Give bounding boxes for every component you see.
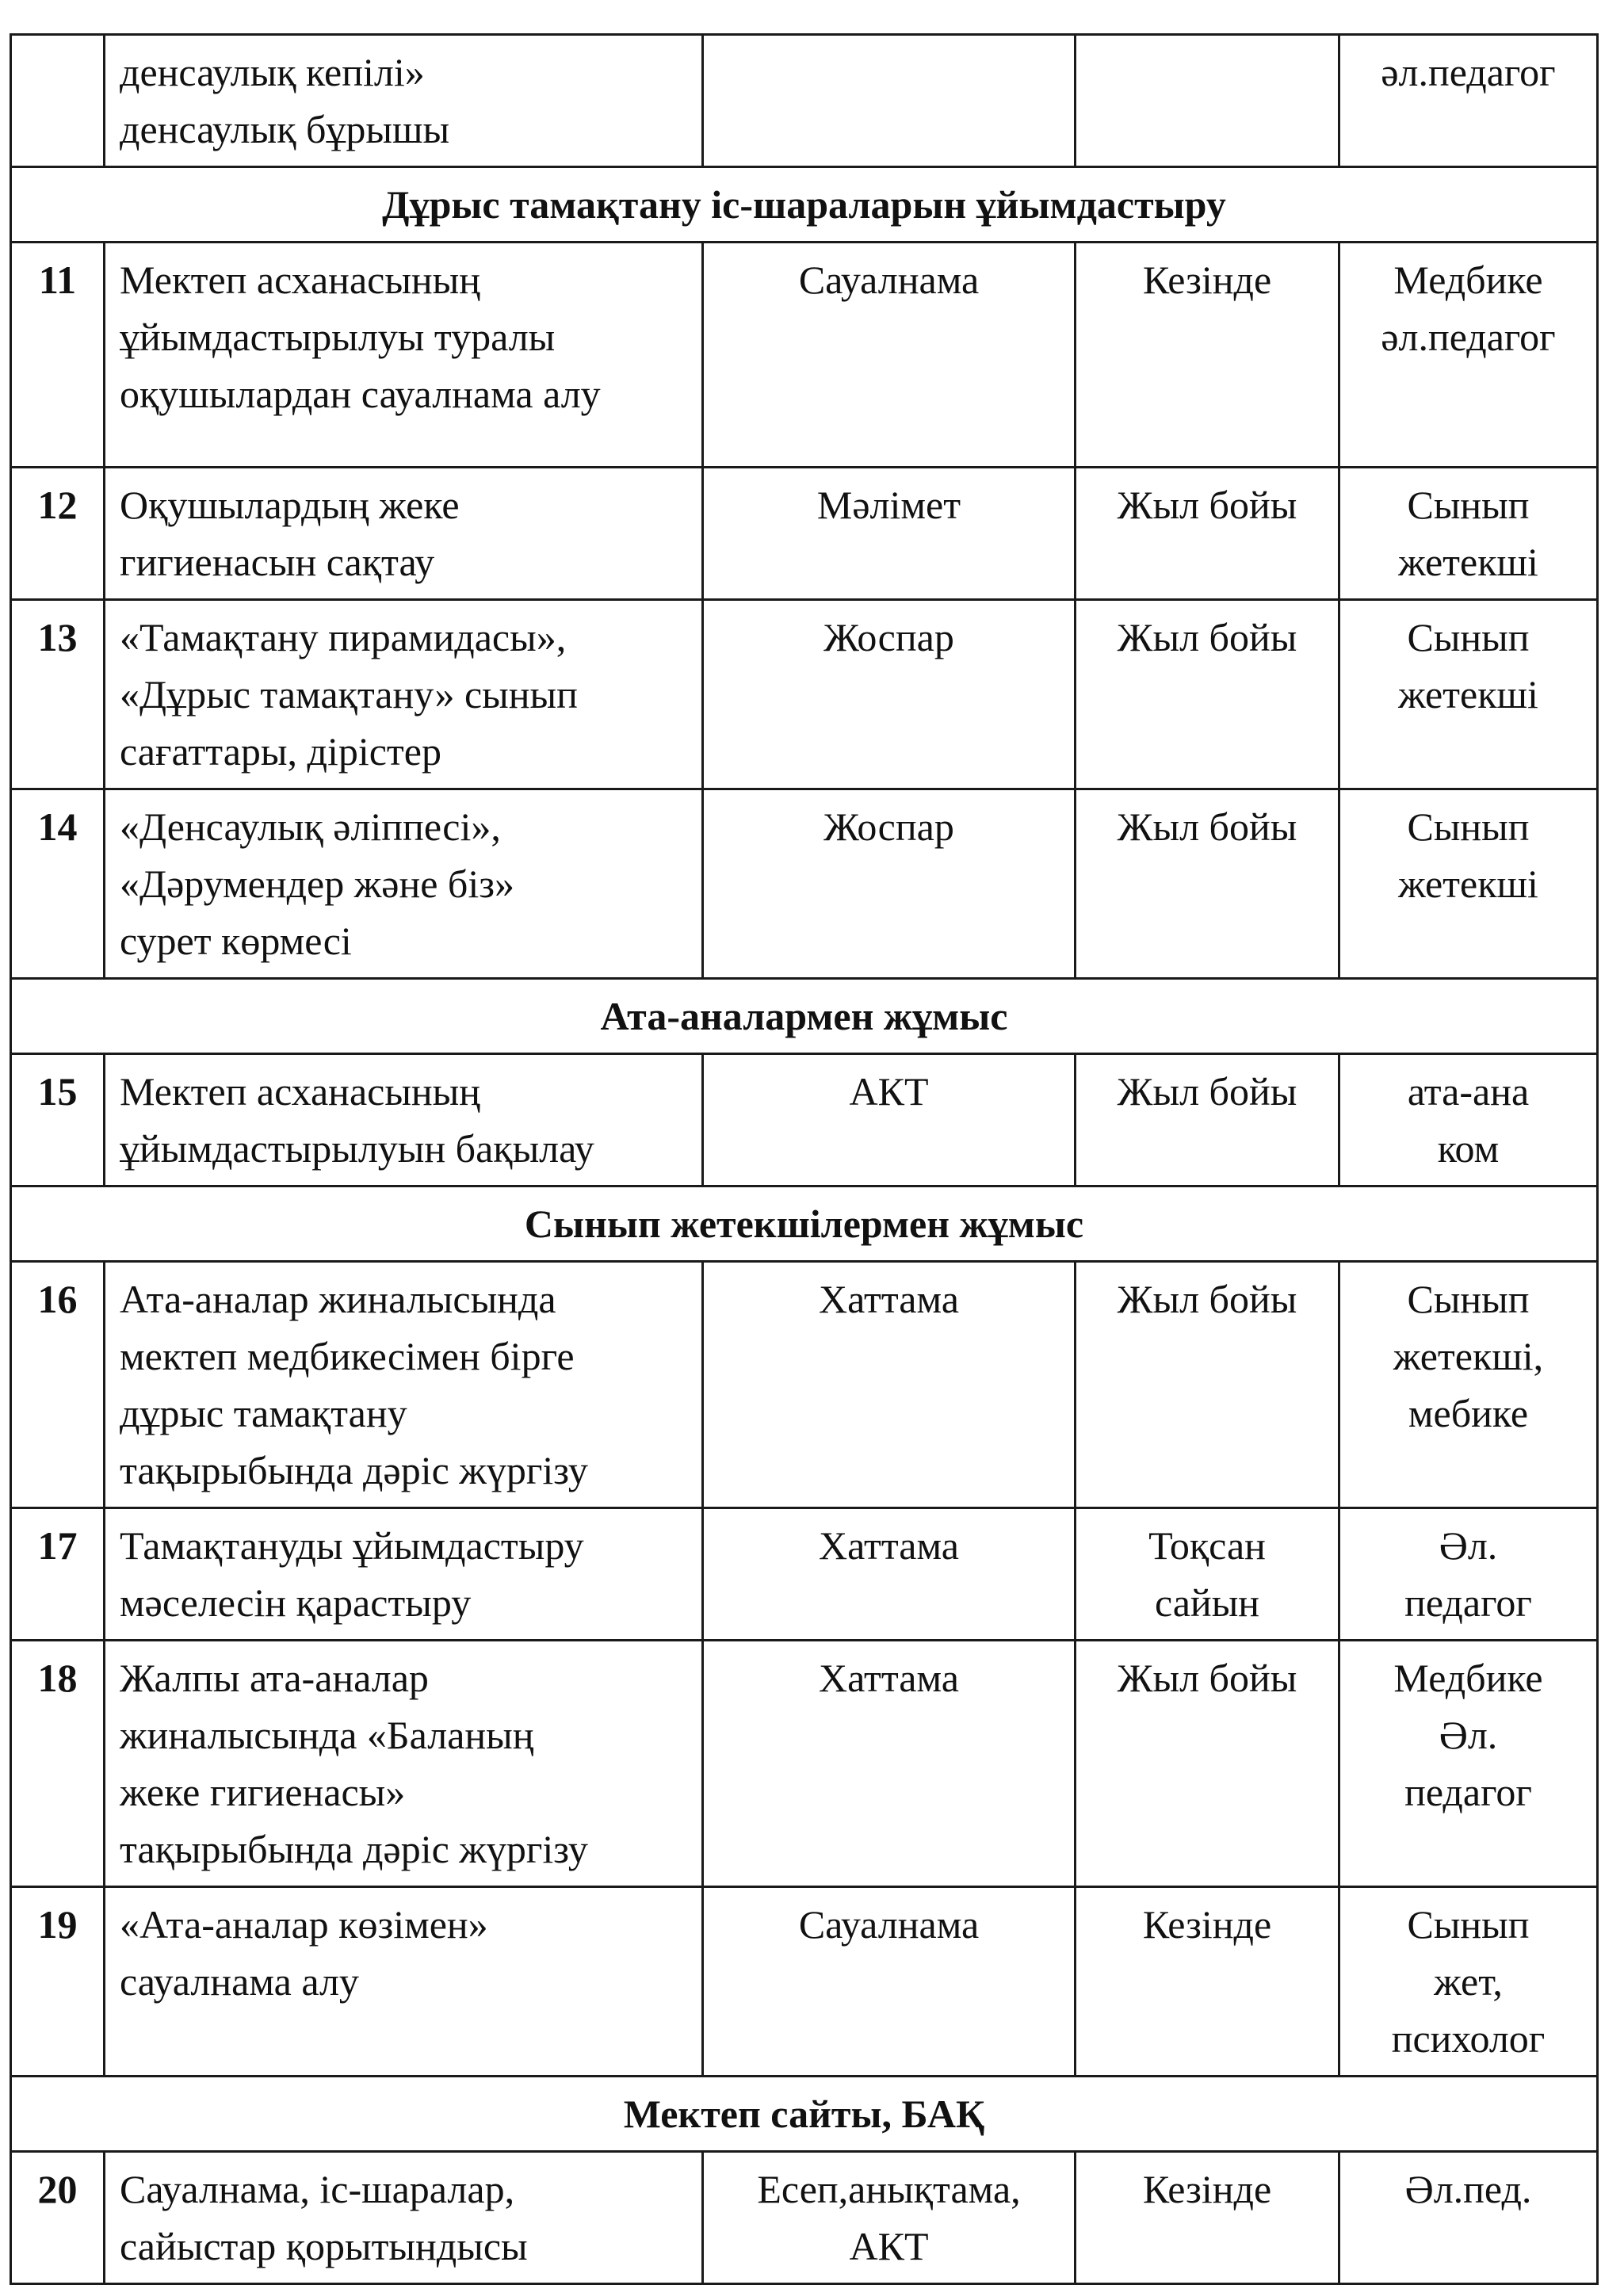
time-line: Кезінде [1142,258,1272,302]
responsible-line: педагог [1404,1770,1532,1814]
event-cell [105,1887,703,2077]
row-number: 19 [11,1887,105,2077]
time-cell [1076,1887,1339,2077]
section-title: Мектеп сайты, БАҚ [11,2077,1598,2152]
time-cell [1076,1641,1339,1887]
event-cell [105,600,703,789]
time-line: Жыл бойы [1117,615,1297,659]
responsible-cell [1339,35,1598,167]
responsible-cell [1339,2152,1598,2284]
event-line: тақырыбында дәріс жүргізу [120,1448,588,1492]
row-number: 11 [11,243,105,468]
form-cell: Хаттама [703,1262,1076,1508]
event-cell [105,1508,703,1641]
form-line: АКТ [849,2224,929,2268]
responsible-cell [1339,468,1598,600]
event-line: Мектеп асханасының [120,258,481,302]
event-line: мәселесін қарастыру [120,1580,472,1625]
plan-table-body [11,35,1598,2284]
section-title: Ата-аналармен жұмыс [11,979,1598,1054]
table-row [11,2152,1598,2284]
table-row [11,468,1598,600]
event-cell [105,789,703,979]
event-line: гигиенасын сақтау [120,540,435,584]
row-number: 14 [11,789,105,979]
time-line: Тоқсан [1148,1523,1266,1568]
event-line: дұрыс тамақтану [120,1391,407,1435]
responsible-line: Әл.пед. [1404,2167,1532,2211]
responsible-line: педагог [1404,1580,1532,1625]
responsible-line: Сынып [1407,1277,1530,1321]
row-number: 12 [11,468,105,600]
table-row [11,1054,1598,1186]
time-cell [1076,35,1339,167]
event-line: ұйымдастырылуын бақылау [120,1126,594,1171]
event-line: жеке гигиенасы» [120,1770,406,1814]
event-line: денсаулық бұрышы [120,107,450,151]
event-cell [105,1641,703,1887]
responsible-line: жетекші [1398,540,1538,584]
time-cell [1076,243,1339,468]
time-cell [1076,1054,1339,1186]
table-row [11,789,1598,979]
event-line: Оқушылардың жеке [120,483,460,527]
event-cell [105,243,703,468]
event-line: сағаттары, дірістер [120,729,441,774]
event-line: мектеп медбикесімен бірге [120,1334,575,1378]
responsible-line: Медбике [1393,258,1543,302]
event-line: жиналысында «Баланың [120,1713,534,1757]
time-line: Жыл бойы [1117,1656,1297,1700]
section-header-row [11,167,1598,243]
responsible-line: Сынып [1407,1902,1530,1947]
event-line: сауалнама алу [120,1959,359,2004]
row-number: 20 [11,2152,105,2284]
time-line: Кезінде [1142,1902,1272,1947]
responsible-cell [1339,1054,1598,1186]
time-line: Жыл бойы [1117,804,1297,849]
responsible-line: Әл. [1439,1713,1498,1757]
form-cell: Хаттама [703,1641,1076,1887]
responsible-line: жетекші, [1393,1334,1544,1378]
time-line: Кезінде [1142,2167,1272,2211]
event-line: денсаулық кепілі» [120,50,425,94]
form-cell: Хаттама [703,1508,1076,1641]
event-line: Мектеп асханасының [120,1069,481,1114]
responsible-cell [1339,789,1598,979]
form-cell: Жоспар [703,600,1076,789]
table-row [11,1887,1598,2077]
responsible-line: Сынып [1407,483,1530,527]
responsible-line: жетекші [1398,862,1538,906]
event-cell [105,35,703,167]
responsible-line: жетекші [1398,672,1538,716]
table-row [11,1508,1598,1641]
table-row [11,35,1598,167]
event-line: «Дұрыс тамақтану» сынып [120,672,578,716]
responsible-cell [1339,600,1598,789]
time-line: сайын [1154,1580,1260,1625]
event-line: «Ата-аналар көзімен» [120,1902,488,1947]
row-number [11,35,105,167]
event-line: Тамақтануды ұйымдастыру [120,1523,584,1568]
event-cell [105,1262,703,1508]
event-line: сайыстар қорытындысы [120,2224,528,2268]
responsible-line: әл.педагог [1381,50,1556,94]
responsible-line: әл.педагог [1381,315,1556,359]
time-cell [1076,468,1339,600]
form-cell: Мәлімет [703,468,1076,600]
event-line: «Тамақтану пирамидасы», [120,615,567,659]
event-line: оқушылардан сауалнама алу [120,372,601,416]
event-line: ұйымдастырылуы туралы [120,315,556,359]
time-cell [1076,1262,1339,1508]
event-line: тақырыбында дәріс жүргізу [120,1827,588,1871]
time-cell [1076,2152,1339,2284]
plan-table [10,33,1599,2285]
time-line: Жыл бойы [1117,1069,1297,1114]
section-header-row [11,1186,1598,1262]
form-cell: Жоспар [703,789,1076,979]
event-line: Ата-аналар жиналысында [120,1277,556,1321]
responsible-line: Сынып [1407,615,1530,659]
responsible-cell [1339,243,1598,468]
table-row [11,1262,1598,1508]
responsible-line: ком [1437,1126,1500,1171]
event-line: «Дәрумендер және біз» [120,862,514,906]
time-line: Жыл бойы [1117,1277,1297,1321]
time-line: Жыл бойы [1117,483,1297,527]
responsible-cell [1339,1508,1598,1641]
event-line: Жалпы ата-аналар [120,1656,429,1700]
event-cell [105,2152,703,2284]
form-line: Есеп,анықтама, [757,2167,1021,2211]
event-line: Сауалнама, іс-шаралар, [120,2167,515,2211]
time-cell [1076,789,1339,979]
time-cell [1076,600,1339,789]
table-row [11,1641,1598,1887]
section-header-row [11,979,1598,1054]
time-cell [1076,1508,1339,1641]
responsible-line: Медбике [1393,1656,1543,1700]
responsible-line: Әл. [1439,1523,1498,1568]
row-number: 17 [11,1508,105,1641]
table-row [11,243,1598,468]
responsible-line: жет, [1434,1959,1503,2004]
responsible-line: ата-ана [1407,1069,1530,1114]
form-cell: Сауалнама [703,1887,1076,2077]
form-cell [703,35,1076,167]
row-number: 16 [11,1262,105,1508]
table-row [11,600,1598,789]
event-line: «Денсаулық әліппесі», [120,804,501,849]
responsible-line: психолог [1391,2016,1546,2061]
form-cell: АКТ [703,1054,1076,1186]
section-header-row [11,2077,1598,2152]
row-number: 18 [11,1641,105,1887]
event-cell [105,468,703,600]
responsible-cell [1339,1887,1598,2077]
responsible-line: Сынып [1407,804,1530,849]
row-number: 15 [11,1054,105,1186]
row-number: 13 [11,600,105,789]
responsible-cell [1339,1262,1598,1508]
responsible-cell [1339,1641,1598,1887]
event-line: сурет көрмесі [120,919,352,963]
event-cell [105,1054,703,1186]
responsible-line: мебике [1408,1391,1529,1435]
form-cell [703,2152,1076,2284]
section-title: Сынып жетекшілермен жұмыс [11,1186,1598,1262]
section-title: Дұрыс тамақтану іс-шараларын ұйымдастыру [11,167,1598,243]
form-cell: Сауалнама [703,243,1076,468]
